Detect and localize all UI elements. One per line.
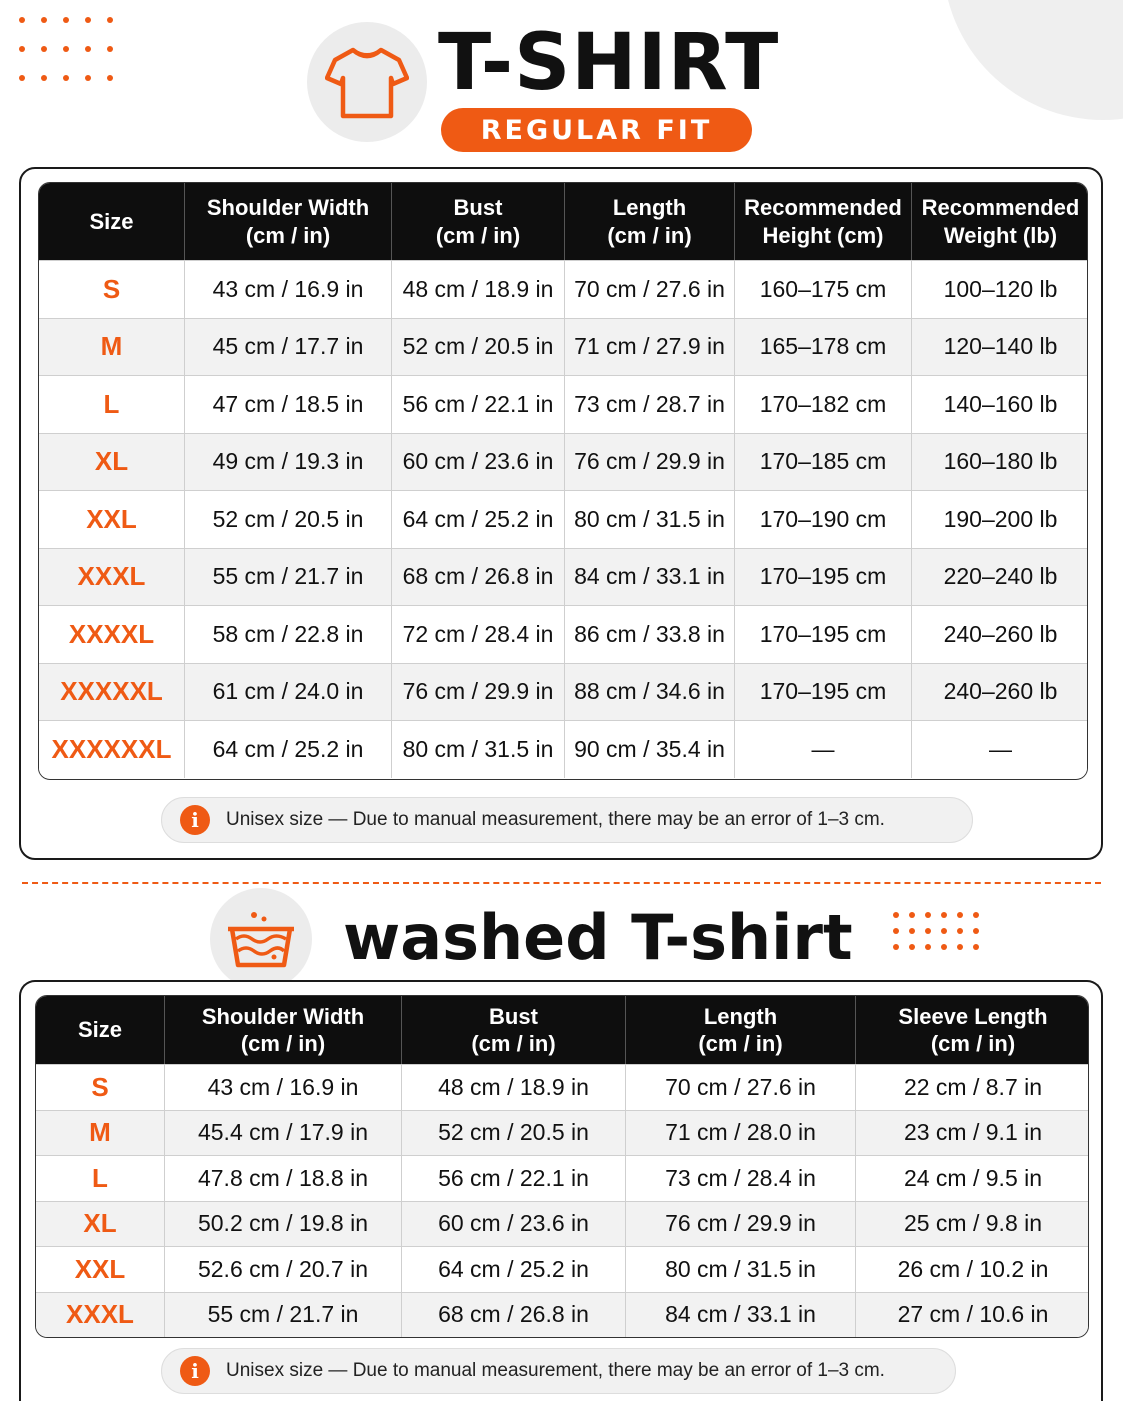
size-label: XXXL bbox=[39, 548, 185, 606]
info-icon: i bbox=[180, 1356, 210, 1386]
decorative-dot bbox=[973, 928, 979, 934]
table-cell: 47.8 cm / 18.8 in bbox=[165, 1155, 402, 1201]
table-cell: 100–120 lb bbox=[912, 260, 1088, 318]
size-label: XXL bbox=[36, 1246, 165, 1292]
table-cell: 64 cm / 25.2 in bbox=[392, 490, 565, 548]
size-label: XL bbox=[36, 1201, 165, 1247]
table-row bbox=[39, 375, 1088, 433]
table-row bbox=[36, 1246, 1089, 1292]
table-cell: 70 cm / 27.6 in bbox=[626, 1064, 856, 1110]
decorative-dot bbox=[941, 928, 947, 934]
decorative-dot bbox=[893, 928, 899, 934]
table-cell: 220–240 lb bbox=[912, 548, 1088, 606]
column-header: Bust (cm / in) bbox=[402, 996, 626, 1064]
regular-size-table bbox=[39, 183, 1088, 778]
table-cell: 76 cm / 29.9 in bbox=[392, 663, 565, 721]
table-cell: 68 cm / 26.8 in bbox=[402, 1292, 626, 1338]
info-icon: i bbox=[180, 805, 210, 835]
decorative-dot bbox=[85, 75, 91, 81]
decorative-dot bbox=[107, 75, 113, 81]
decorative-dot bbox=[19, 75, 25, 81]
decorative-dot bbox=[909, 944, 915, 950]
table-cell: 120–140 lb bbox=[912, 318, 1088, 376]
size-label: L bbox=[36, 1155, 165, 1201]
column-header: Size bbox=[36, 996, 165, 1064]
decorative-dot bbox=[63, 75, 69, 81]
table-cell: 48 cm / 18.9 in bbox=[392, 260, 565, 318]
table-cell: 73 cm / 28.7 in bbox=[565, 375, 735, 433]
table-cell: 160–180 lb bbox=[912, 433, 1088, 491]
table-cell: 80 cm / 31.5 in bbox=[392, 720, 565, 778]
decorative-dot bbox=[973, 912, 979, 918]
size-label: XXXXL bbox=[39, 605, 185, 663]
table-row bbox=[39, 318, 1088, 376]
decorative-dot bbox=[107, 17, 113, 23]
table-cell: 47 cm / 18.5 in bbox=[185, 375, 392, 433]
table-cell: 160–175 cm bbox=[735, 260, 912, 318]
table-row bbox=[36, 1110, 1089, 1156]
table-cell: 45.4 cm / 17.9 in bbox=[165, 1110, 402, 1156]
table-row bbox=[39, 720, 1088, 778]
decorative-dot bbox=[957, 944, 963, 950]
table-cell: — bbox=[735, 720, 912, 778]
table-cell: 64 cm / 25.2 in bbox=[185, 720, 392, 778]
table-cell: 55 cm / 21.7 in bbox=[185, 548, 392, 606]
column-header: Sleeve Length (cm / in) bbox=[856, 996, 1089, 1064]
decorative-dot bbox=[925, 912, 931, 918]
table-cell: 60 cm / 23.6 in bbox=[402, 1201, 626, 1247]
size-label: XXXXXXL bbox=[39, 720, 185, 778]
table-cell: 80 cm / 31.5 in bbox=[565, 490, 735, 548]
column-header: Bust (cm / in) bbox=[392, 183, 565, 260]
table-cell: 27 cm / 10.6 in bbox=[856, 1292, 1089, 1338]
table-cell: 60 cm / 23.6 in bbox=[392, 433, 565, 491]
table-cell: 76 cm / 29.9 in bbox=[626, 1201, 856, 1247]
washed-size-table bbox=[36, 996, 1089, 1337]
table-cell: 84 cm / 33.1 in bbox=[626, 1292, 856, 1338]
table-cell: 170–195 cm bbox=[735, 605, 912, 663]
decorative-dot bbox=[941, 944, 947, 950]
decorative-dot bbox=[41, 75, 47, 81]
size-label: M bbox=[39, 318, 185, 376]
table-cell: 90 cm / 35.4 in bbox=[565, 720, 735, 778]
size-label: S bbox=[39, 260, 185, 318]
table-row bbox=[36, 1064, 1089, 1110]
fit-badge: REGULAR FIT bbox=[441, 108, 752, 152]
decorative-dot bbox=[19, 17, 25, 23]
size-label: XL bbox=[39, 433, 185, 491]
table-cell: 71 cm / 28.0 in bbox=[626, 1110, 856, 1156]
table-cell: 165–178 cm bbox=[735, 318, 912, 376]
table-row bbox=[39, 490, 1088, 548]
size-label: XXXXXL bbox=[39, 663, 185, 721]
table-row bbox=[39, 605, 1088, 663]
table-cell: 68 cm / 26.8 in bbox=[392, 548, 565, 606]
page-title: T-SHIRT bbox=[438, 18, 780, 108]
measurement-note bbox=[161, 1348, 956, 1394]
table-cell: 64 cm / 25.2 in bbox=[402, 1246, 626, 1292]
table-cell: 170–195 cm bbox=[735, 663, 912, 721]
section-divider bbox=[22, 882, 1101, 884]
decorative-dot bbox=[925, 928, 931, 934]
table-cell: 22 cm / 8.7 in bbox=[856, 1064, 1089, 1110]
decorative-dot bbox=[19, 46, 25, 52]
table-row bbox=[39, 433, 1088, 491]
table-cell: 73 cm / 28.4 in bbox=[626, 1155, 856, 1201]
table-cell: 240–260 lb bbox=[912, 663, 1088, 721]
washed-section-title: washed T-shirt bbox=[343, 901, 853, 974]
decorative-dot bbox=[957, 912, 963, 918]
table-cell: 240–260 lb bbox=[912, 605, 1088, 663]
table-cell: 48 cm / 18.9 in bbox=[402, 1064, 626, 1110]
table-cell: 88 cm / 34.6 in bbox=[565, 663, 735, 721]
table-cell: 70 cm / 27.6 in bbox=[565, 260, 735, 318]
table-cell: 80 cm / 31.5 in bbox=[626, 1246, 856, 1292]
washed-panel bbox=[19, 980, 1103, 1401]
size-label: M bbox=[36, 1110, 165, 1156]
table-cell: 43 cm / 16.9 in bbox=[185, 260, 392, 318]
table-cell: 52 cm / 20.5 in bbox=[185, 490, 392, 548]
decorative-dots-mid bbox=[893, 912, 979, 950]
size-label: L bbox=[39, 375, 185, 433]
washed-size-table-wrapper bbox=[35, 995, 1089, 1338]
column-header: Recommended Weight (lb) bbox=[912, 183, 1088, 260]
table-cell: 190–200 lb bbox=[912, 490, 1088, 548]
table-row bbox=[36, 1292, 1089, 1338]
decorative-dot bbox=[41, 46, 47, 52]
size-label: S bbox=[36, 1064, 165, 1110]
table-cell: 76 cm / 29.9 in bbox=[565, 433, 735, 491]
size-label: XXXL bbox=[36, 1292, 165, 1338]
table-cell: 56 cm / 22.1 in bbox=[402, 1155, 626, 1201]
table-cell: 170–190 cm bbox=[735, 490, 912, 548]
table-cell: 55 cm / 21.7 in bbox=[165, 1292, 402, 1338]
table-cell: 24 cm / 9.5 in bbox=[856, 1155, 1089, 1201]
decorative-dot bbox=[909, 912, 915, 918]
decorative-dot bbox=[893, 912, 899, 918]
decorative-dot bbox=[85, 46, 91, 52]
measurement-note bbox=[161, 797, 973, 843]
table-cell: 52.6 cm / 20.7 in bbox=[165, 1246, 402, 1292]
table-cell: 170–182 cm bbox=[735, 375, 912, 433]
table-cell: 86 cm / 33.8 in bbox=[565, 605, 735, 663]
decorative-dot bbox=[973, 944, 979, 950]
decorative-dot bbox=[941, 912, 947, 918]
table-cell: 170–195 cm bbox=[735, 548, 912, 606]
tshirt-icon bbox=[307, 22, 427, 142]
table-cell: 43 cm / 16.9 in bbox=[165, 1064, 402, 1110]
table-cell: 170–185 cm bbox=[735, 433, 912, 491]
table-cell: 50.2 cm / 19.8 in bbox=[165, 1201, 402, 1247]
decorative-circle bbox=[943, 0, 1123, 120]
decorative-dots-top bbox=[19, 17, 113, 81]
column-header: Shoulder Width (cm / in) bbox=[185, 183, 392, 260]
column-header: Length (cm / in) bbox=[565, 183, 735, 260]
column-header: Recommended Height (cm) bbox=[735, 183, 912, 260]
decorative-dot bbox=[107, 46, 113, 52]
note-text: Unisex size — Due to manual measurement, there may be an error of 1–3 cm. bbox=[226, 1360, 885, 1381]
table-header-row bbox=[36, 996, 1089, 1064]
size-label: XXL bbox=[39, 490, 185, 548]
decorative-dot bbox=[63, 46, 69, 52]
table-row bbox=[39, 260, 1088, 318]
decorative-dot bbox=[41, 17, 47, 23]
regular-fit-panel bbox=[19, 167, 1103, 860]
table-cell: 61 cm / 24.0 in bbox=[185, 663, 392, 721]
table-cell: 52 cm / 20.5 in bbox=[392, 318, 565, 376]
table-cell: 23 cm / 9.1 in bbox=[856, 1110, 1089, 1156]
table-row bbox=[39, 548, 1088, 606]
table-row bbox=[39, 663, 1088, 721]
table-cell: — bbox=[912, 720, 1088, 778]
decorative-dot bbox=[909, 928, 915, 934]
column-header: Shoulder Width (cm / in) bbox=[165, 996, 402, 1064]
table-cell: 84 cm / 33.1 in bbox=[565, 548, 735, 606]
decorative-dot bbox=[63, 17, 69, 23]
table-cell: 52 cm / 20.5 in bbox=[402, 1110, 626, 1156]
table-cell: 71 cm / 27.9 in bbox=[565, 318, 735, 376]
table-cell: 25 cm / 9.8 in bbox=[856, 1201, 1089, 1247]
regular-size-table-wrapper bbox=[38, 182, 1088, 780]
table-cell: 140–160 lb bbox=[912, 375, 1088, 433]
decorative-dot bbox=[85, 17, 91, 23]
column-header: Size bbox=[39, 183, 185, 260]
column-header: Length (cm / in) bbox=[626, 996, 856, 1064]
wash-basin-icon bbox=[210, 888, 312, 990]
table-cell: 58 cm / 22.8 in bbox=[185, 605, 392, 663]
table-cell: 45 cm / 17.7 in bbox=[185, 318, 392, 376]
note-text: Unisex size — Due to manual measurement, there may be an error of 1–3 cm. bbox=[226, 809, 885, 830]
table-row bbox=[36, 1201, 1089, 1247]
table-cell: 26 cm / 10.2 in bbox=[856, 1246, 1089, 1292]
table-header-row bbox=[39, 183, 1088, 260]
table-cell: 72 cm / 28.4 in bbox=[392, 605, 565, 663]
table-cell: 49 cm / 19.3 in bbox=[185, 433, 392, 491]
decorative-dot bbox=[925, 944, 931, 950]
table-row bbox=[36, 1155, 1089, 1201]
decorative-dot bbox=[957, 928, 963, 934]
decorative-dot bbox=[893, 944, 899, 950]
table-cell: 56 cm / 22.1 in bbox=[392, 375, 565, 433]
